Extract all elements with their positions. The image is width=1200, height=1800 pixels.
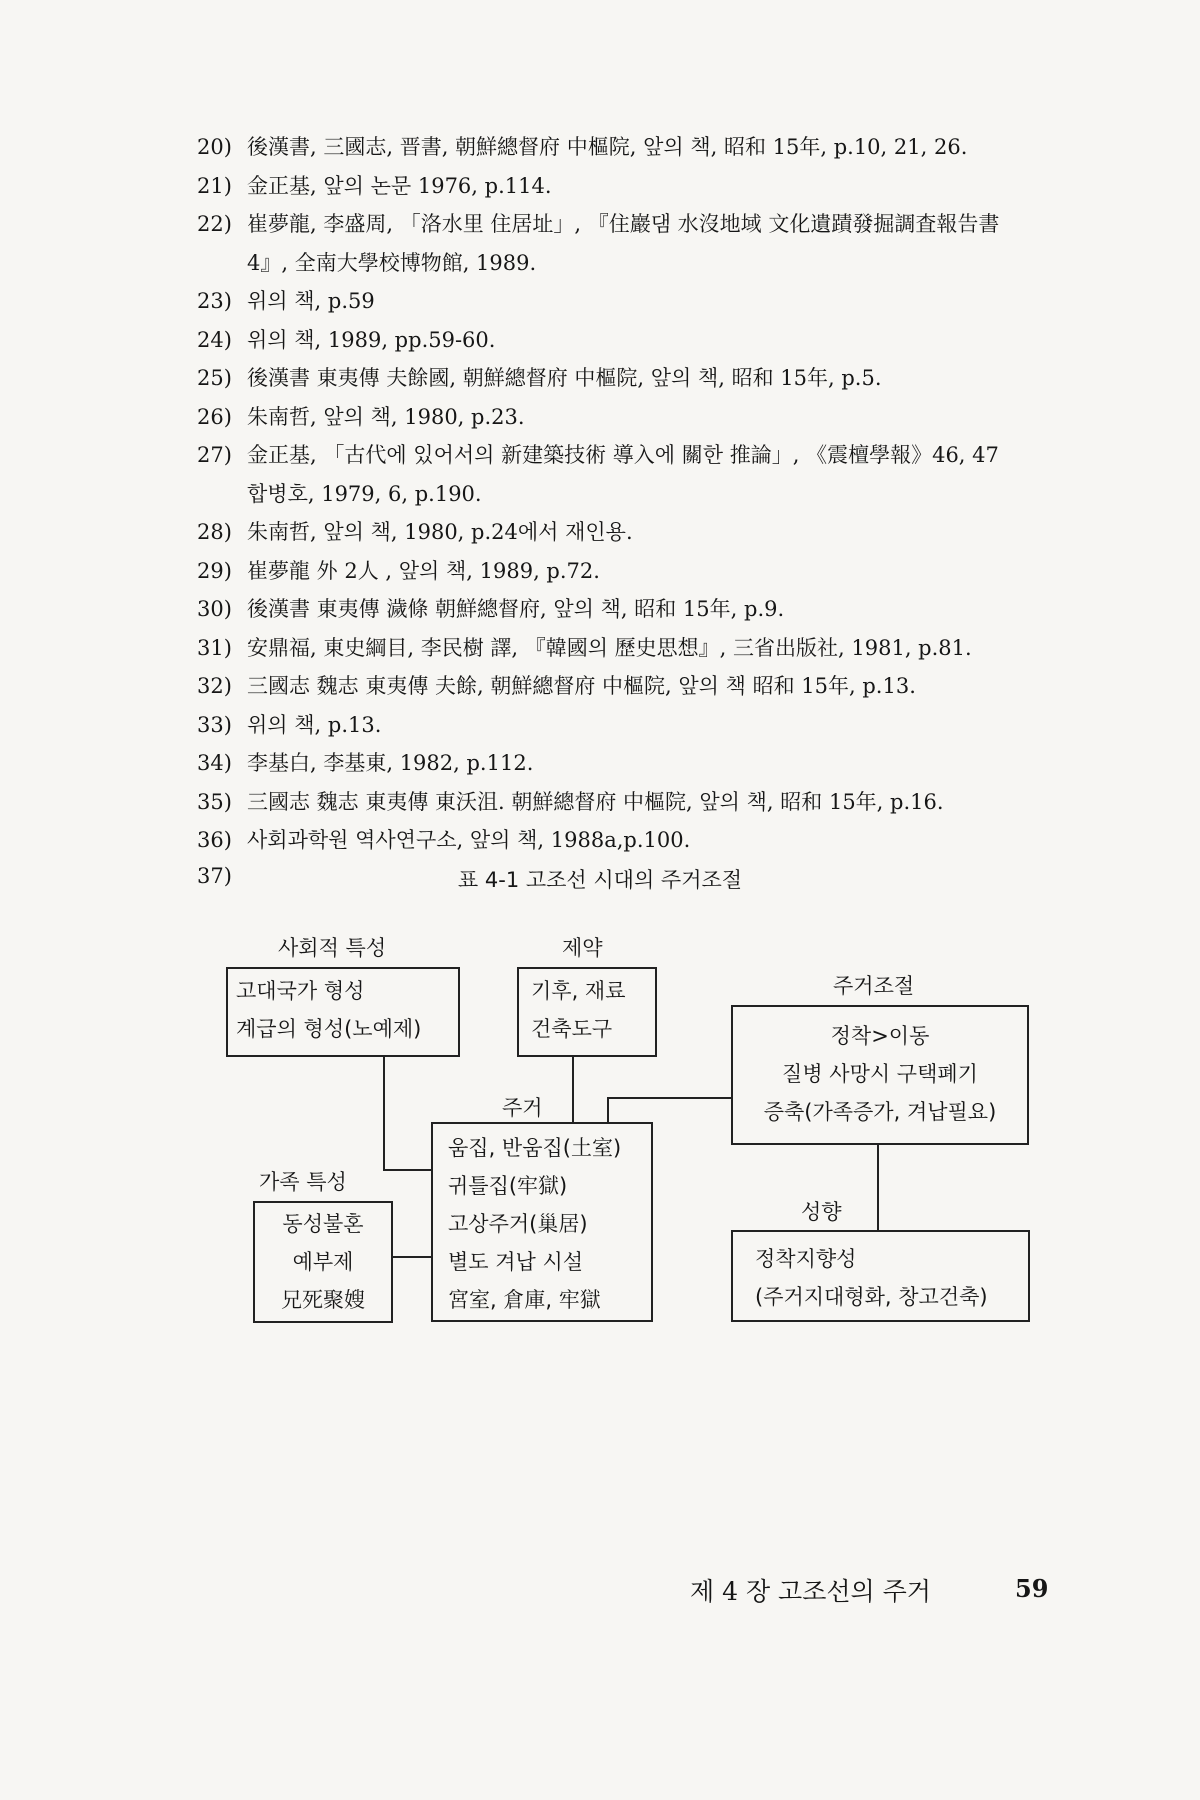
dwelling-line: 귀틀집(牢獄) xyxy=(448,1174,568,1198)
footnote-31: 31) 安鼎福, 東史綱目, 李民樹 譯, 『韓國의 歷史思想』, 三省出版社, 1981, p.81. xyxy=(197,635,972,660)
family-box xyxy=(253,1201,393,1323)
footnote-24: 24) 위의 책, 1989, pp.59-60. xyxy=(197,327,496,352)
dwelling-label: 주거 xyxy=(502,1096,543,1120)
tendency-line: (주거지대형화, 창고건축) xyxy=(755,1285,988,1309)
footnote-35: 35) 三國志 魏志 東夷傳 東沃沮. 朝鮮總督府 中樞院, 앞의 책, 昭和 15年, p.16. xyxy=(197,789,944,814)
footnote-28: 28) 朱南哲, 앞의 책, 1980, p.24에서 재인용. xyxy=(197,520,633,544)
page-number: 59 xyxy=(1015,1574,1049,1603)
tendency-line: 정착지향성 xyxy=(755,1247,857,1271)
footnote-21: 21) 金正基, 앞의 논문 1976, p.114. xyxy=(197,173,552,198)
footnote-22: 22) 崔夢龍, 李盛周, 「洛水里 住居址」, 『住巖댐 水沒地域 文化遺蹟發掘調査報告書 4』, 全南大學校博物館, 1989. xyxy=(197,212,1000,275)
footnote-30: 30) 後漢書 東夷傳 濊條 朝鮮總督府, 앞의 책, 昭和 15年, p.9. xyxy=(197,597,785,621)
dwelling-line: 움집, 반움집(土室) xyxy=(448,1136,622,1160)
footnote-23: 23) 위의 책, p.59 xyxy=(197,289,375,313)
family-line: 兄死聚嫂 xyxy=(281,1288,365,1312)
footnote-32: 32) 三國志 魏志 東夷傳 夫餘, 朝鮮總督府 中樞院, 앞의 책 昭和 15年, p.13. xyxy=(197,674,916,698)
family-label: 가족 특성 xyxy=(259,1170,347,1194)
adjust-box xyxy=(731,1005,1029,1145)
constraint-line: 기후, 재료 xyxy=(531,979,626,1003)
dwelling-box xyxy=(431,1122,653,1322)
table-caption: 표 4-1 고조선 시대의 주거조절 xyxy=(457,868,743,892)
social-line: 계급의 형성(노예제) xyxy=(236,1017,422,1041)
constraint-line: 건축도구 xyxy=(531,1017,613,1041)
footnote-25: 25) 後漢書 東夷傳 夫餘國, 朝鮮總督府 中樞院, 앞의 책, 昭和 15年, p.5. xyxy=(197,366,882,390)
dwelling-line: 별도 겨납 시설 xyxy=(448,1250,584,1274)
constraint-box xyxy=(517,967,657,1057)
family-line: 동성불혼 xyxy=(282,1212,364,1236)
social-box xyxy=(226,967,460,1057)
social-label: 사회적 특성 xyxy=(278,936,387,960)
footnote-37-number: 37) xyxy=(197,864,232,888)
adjust-line: 질병 사망시 구택폐기 xyxy=(782,1062,978,1086)
footnote-list xyxy=(197,128,1077,860)
adjust-line: 증축(가족증가, 겨납필요) xyxy=(763,1100,997,1124)
connector-social-dwelling xyxy=(384,1055,431,1170)
footnote-34: 34) 李基白, 李基東, 1982, p.112. xyxy=(197,751,534,775)
tendency-label: 성향 xyxy=(801,1200,842,1224)
family-line: 예부제 xyxy=(292,1250,354,1274)
footnote-29: 29) 崔夢龍 外 2人 , 앞의 책, 1989, p.72. xyxy=(197,558,600,583)
adjust-label: 주거조절 xyxy=(833,974,915,998)
footnote-20: 20) 後漢書, 三國志, 晋書, 朝鮮總督府 中樞院, 앞의 책, 昭和 15年, p.10, 21, 26. xyxy=(197,135,968,159)
footnote-26: 26) 朱南哲, 앞의 책, 1980, p.23. xyxy=(197,404,525,429)
dwelling-line: 宮室, 倉庫, 牢獄 xyxy=(448,1288,601,1312)
dwelling-line: 고상주거(巢居) xyxy=(448,1212,588,1236)
chapter-footer: 제 4 장 고조선의 주거 xyxy=(690,1577,931,1606)
footnote-36: 36) 사회과학원 역사연구소, 앞의 책, 1988a,p.100. xyxy=(197,828,691,852)
adjust-line: 정착>이동 xyxy=(830,1024,930,1048)
tendency-box xyxy=(731,1230,1030,1322)
footnote-33: 33) 위의 책, p.13. xyxy=(197,712,382,737)
social-line: 고대국가 형성 xyxy=(236,979,365,1003)
footnote-27: 27) 金正基, 「古代에 있어서의 新建築技術 導入에 關한 推論」, 《震檀學報》46, 47 합병호, 1979, 6, p.190. xyxy=(197,443,999,506)
constraint-label: 제약 xyxy=(562,936,603,960)
